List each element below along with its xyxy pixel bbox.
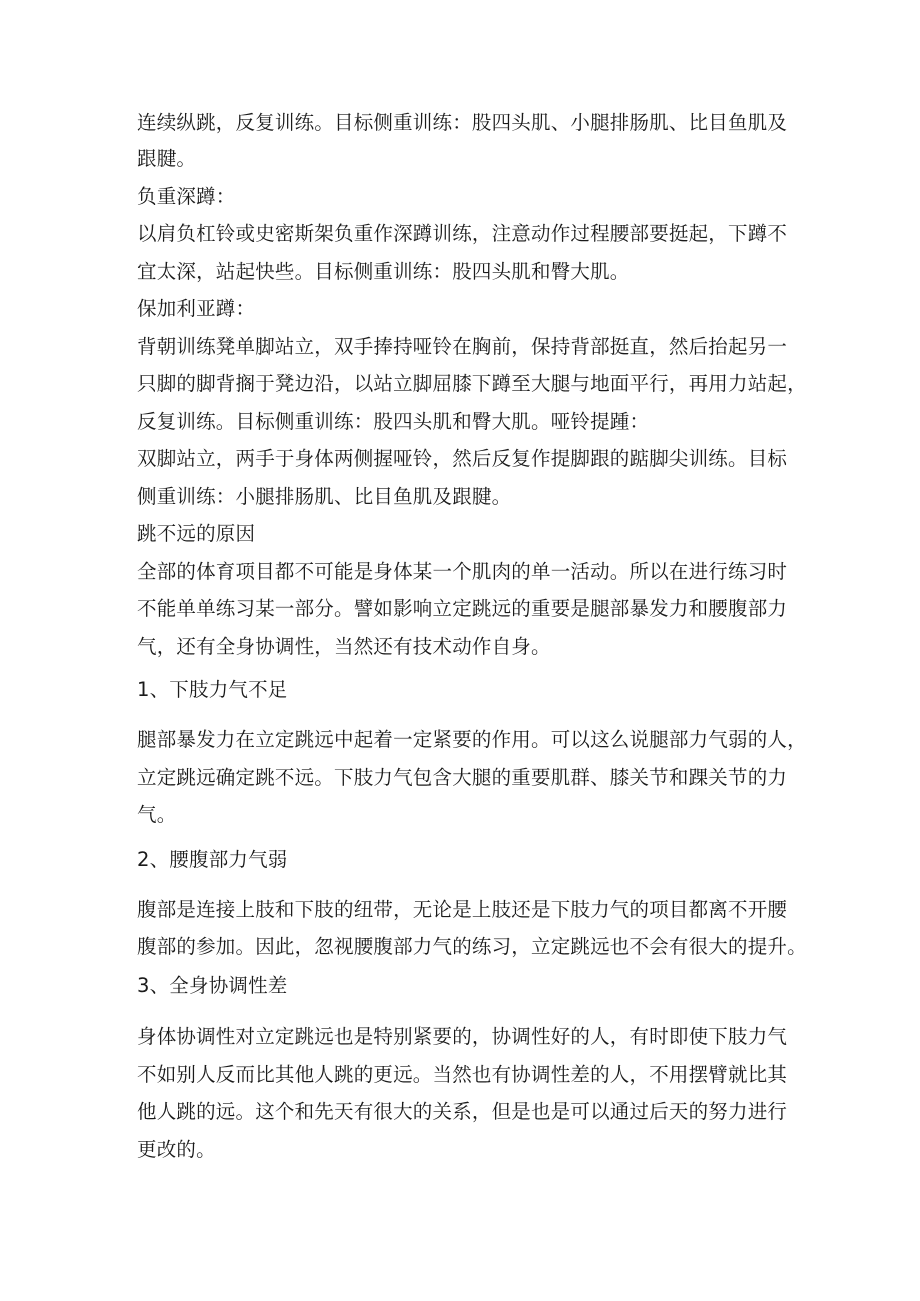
paragraph-line: 腹部的参加。因此，忽视腰腹部力气的练习，立定跳远也不会有很大的提升。 — [137, 935, 807, 958]
paragraph-line: 身体协调性对立定跳远也是特别紧要的，协调性好的人，有时即使下肢力气 — [137, 1025, 788, 1048]
paragraph-line: 双脚站立，两手于身体两侧握哑铃，然后反复作提脚跟的踮脚尖训练。目标 — [137, 447, 788, 470]
section-heading: 跳不远的原因 — [137, 522, 256, 545]
paragraph-line: 宜太深，站起快些。目标侧重训练：股四头肌和臀大肌。 — [137, 260, 630, 283]
paragraph-line: 气，还有全身协调性，当然还有技术动作自身。 — [137, 635, 551, 658]
paragraph-line: 更改的。 — [137, 1138, 216, 1161]
paragraph-line: 气。 — [137, 803, 177, 826]
paragraph-line: 腹部是连接上肢和下肢的纽带，无论是上肢还是下肢力气的项目都离不开腰 — [137, 898, 788, 921]
paragraph-line: 以肩负杠铃或史密斯架负重作深蹲训练，注意动作过程腰部要挺起，下蹲不 — [137, 222, 788, 245]
numbered-heading: 1、下肢力气不足 — [137, 678, 288, 701]
paragraph-line: 立定跳远确定跳不远。下肢力气包含大腿的重要肌群、膝关节和踝关节的力 — [137, 766, 788, 789]
numbered-heading: 2、腰腹部力气弱 — [137, 848, 288, 871]
paragraph-line: 跟腱。 — [137, 147, 197, 170]
paragraph-line: 背朝训练凳单脚站立，双手捧持哑铃在胸前，保持背部挺直，然后抬起另一 — [137, 335, 788, 358]
section-heading: 负重深蹲： — [137, 185, 236, 208]
paragraph-line: 腿部暴发力在立定跳远中起着一定紧要的作用。可以这么说腿部力气弱的人， — [137, 728, 807, 751]
paragraph-line: 只脚的脚背搁于凳边沿，以站立脚屈膝下蹲至大腿与地面平行，再用力站起， — [137, 372, 807, 395]
paragraph-line: 不如别人反而比其他人跳的更远。当然也有协调性差的人，不用摆臂就比其 — [137, 1063, 788, 1086]
paragraph-line: 连续纵跳，反复训练。目标侧重训练：股四头肌、小腿排肠肌、比目鱼肌及 — [137, 111, 788, 134]
paragraph-line: 侧重训练：小腿排肠肌、比目鱼肌及跟腱。 — [137, 485, 512, 508]
paragraph-line: 他人跳的远。这个和先天有很大的关系，但是也是可以通过后天的努力进行 — [137, 1100, 788, 1123]
section-heading: 保加利亚蹲： — [137, 297, 256, 320]
paragraph-line: 全部的体育项目都不可能是身体某一个肌肉的单一活动。所以在进行练习时 — [137, 560, 788, 583]
paragraph-line: 不能单单练习某一部分。譬如影响立定跳远的重要是腿部暴发力和腰腹部力 — [137, 597, 788, 620]
paragraph-line: 反复训练。目标侧重训练：股四头肌和臀大肌。哑铃提踵： — [137, 410, 650, 433]
numbered-heading: 3、全身协调性差 — [137, 974, 288, 997]
